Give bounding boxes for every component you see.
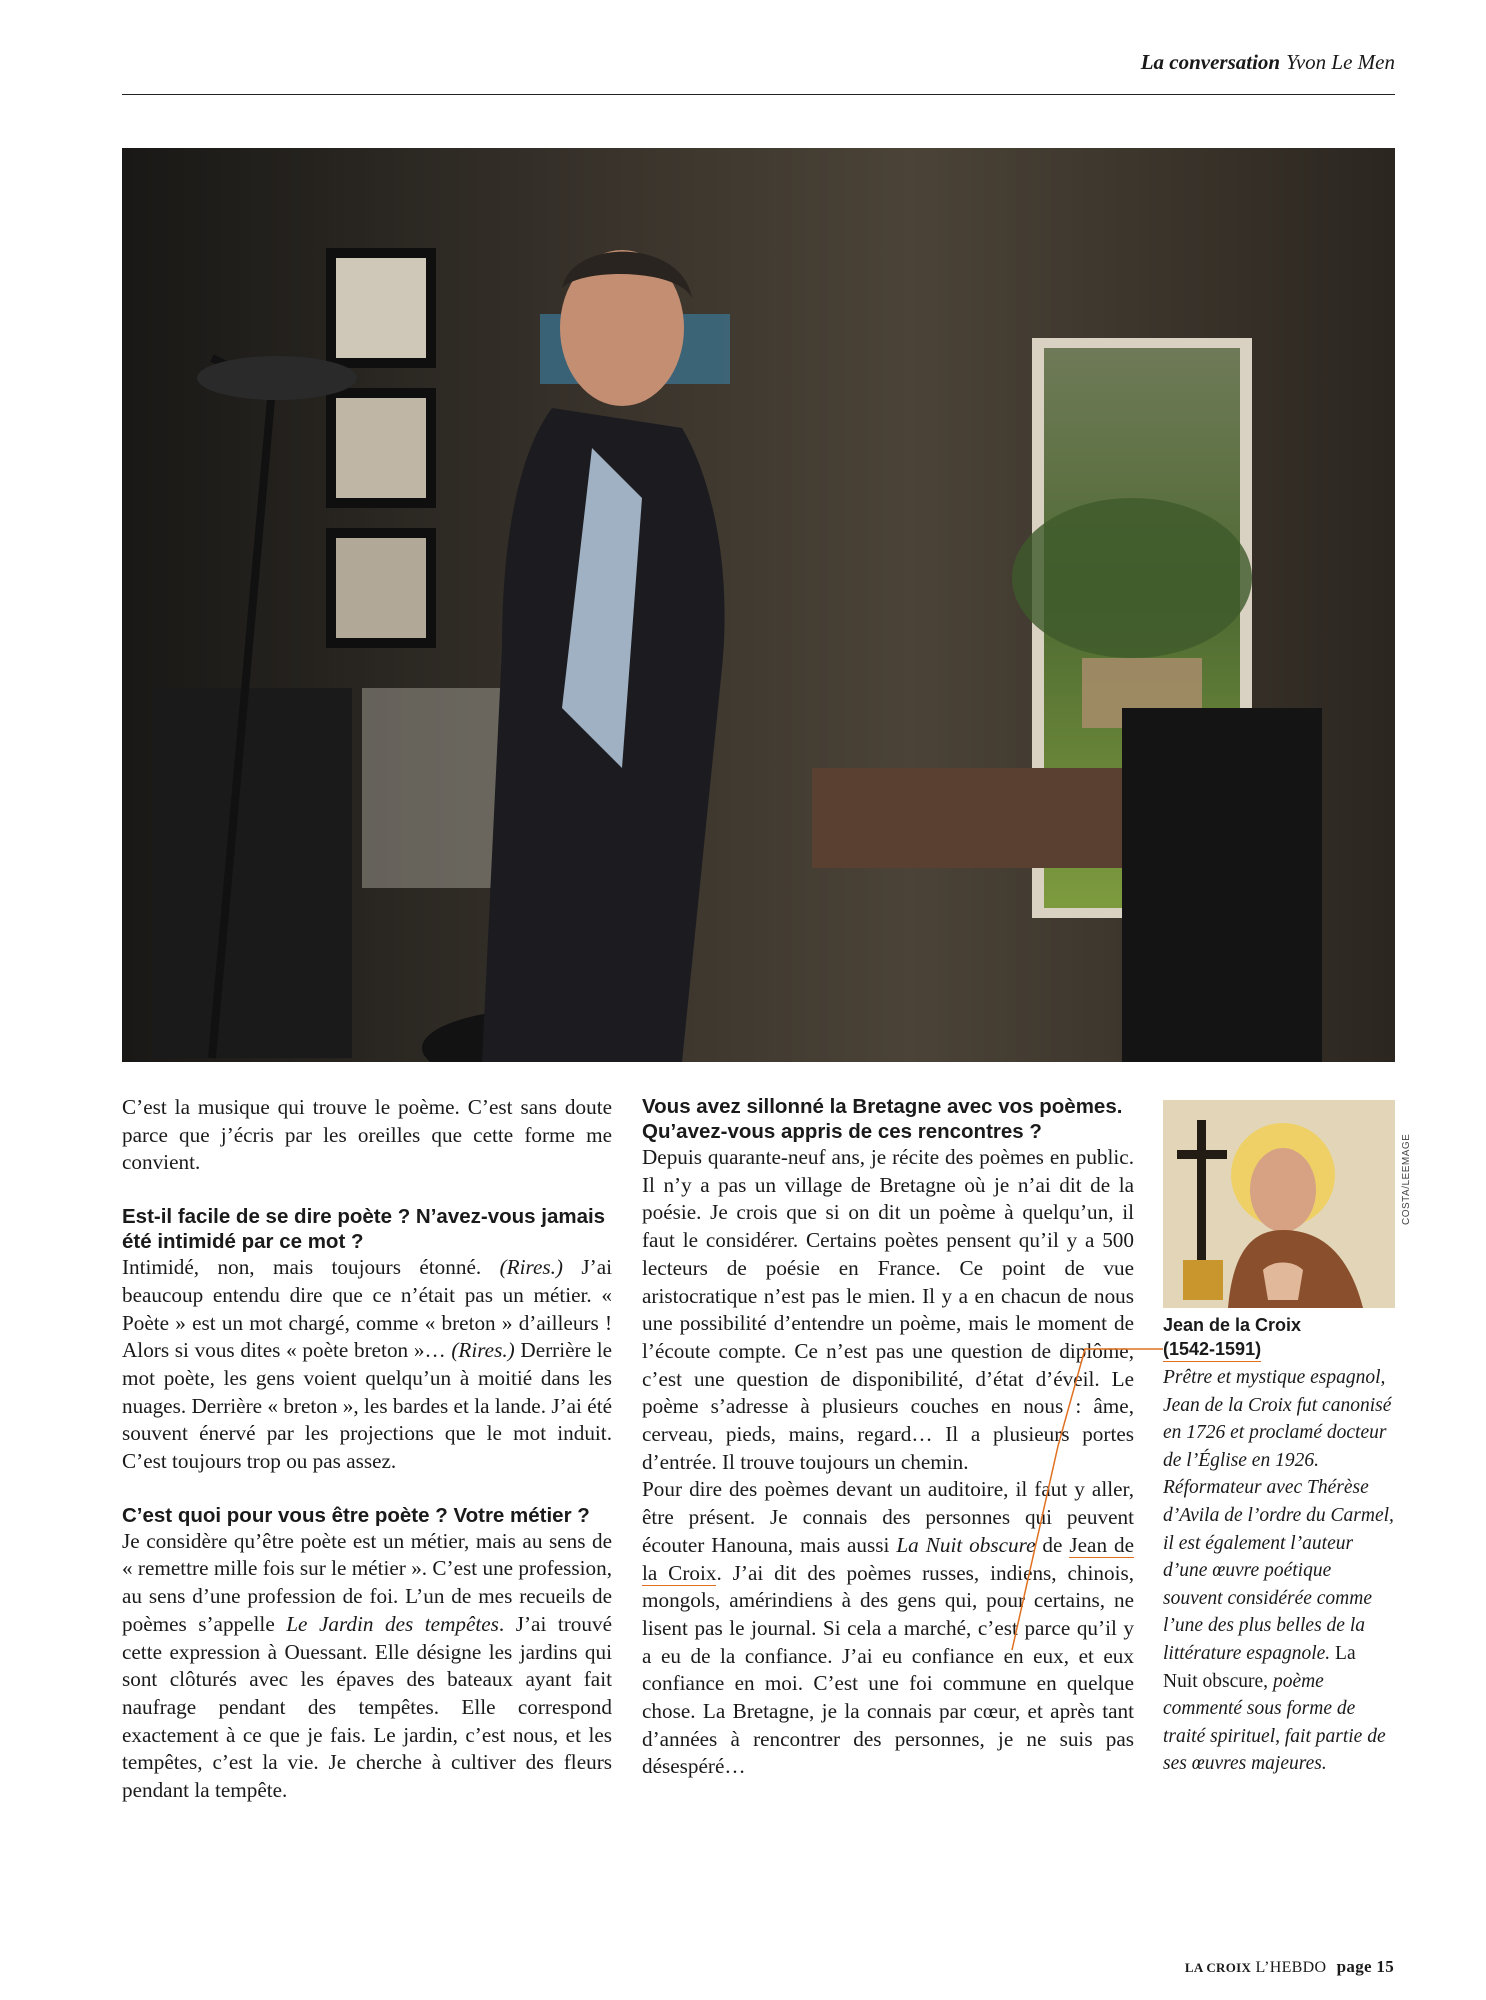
sidebar-name: Jean de la Croix <box>1163 1315 1302 1335</box>
running-header <box>122 50 1395 95</box>
intro-paragraph: C’est la musique qui trouve le poème. C’est sans doute parce que j’écris par les oreilles que cette forme me convient. <box>122 1095 612 1175</box>
sidebar-bio <box>1163 1314 1395 1778</box>
sidebar-bio-text: Prêtre et mystique espagnol, Jean de la Croix fut canonisé en 1726 et proclamé docteur de l’Église en 1926. Réformateur avec Thérèse d’Avila de l’ordre du Carmel, il est également l’auteur d’une œuvre poétique souvent considérée comme l’une des plus belles de la littérature espagnole. La Nuit obscure, poème commenté sous forme de traité spirituel, fait partie de ses œuvres majeures. <box>1163 1367 1394 1775</box>
header-name: Yvon Le Men <box>1286 50 1395 74</box>
photo-credit: COSTA/LEEMAGE <box>1401 1133 1412 1225</box>
page-number: page 15 <box>1336 1957 1394 1976</box>
portrait-photo <box>122 148 1395 1062</box>
answer-4: Pour dire des poèmes devant un auditoire, il faut y aller, être présent. Je connais des personnes qui peuvent écouter Hanouna, mais aussi La Nuit obscure de Jean de la Croix. J’ai dit des poèmes russes, indiens, chinois, mongols, amérindiens à des gens qui, pour certains, ne lisent pas le journal. Si cela a marché, c’est parce qu’il y a eu de la confiance. J’ai eu confiance en eux, et eux confiance en moi. C’est une foi commune en quelque chose. La Bretagne, je la connais par cœur, et après tant d’années à rencontrer des personnes, je ne suis pas désespéré… <box>642 1477 1134 1779</box>
header-section: La conversation <box>1140 50 1281 74</box>
question-2: C’est quoi pour vous être poète ? Votre métier ? <box>122 1503 590 1527</box>
jean-de-la-croix-reference[interactable]: Jean de la Croix <box>642 1532 1134 1585</box>
answer-3: Depuis quarante-neuf ans, je récite des poèmes en public. Il n’y a pas un village de Bretagne où je n’ai dit de la poésie. Je crois que si on dit un poème à quelqu’un, il faut le considérer. Certains poètes pensent qu’il y a 500 lecteurs de poésie en France. Ce point de vue aristocratique n’est pas le mien. Il y a en chacun de nous une possibilité d’entendre un poème, mais le moment de l’écoute compte. Ce n’est pas une question de diplôme, c’est une question de disponibilité, d’état d’éveil. Le poème s’adresse à plusieurs couches en nous : âme, cerveau, pieds, mains, regard… Il a plusieurs portes d’entrée. Il trouve toujours un chemin. <box>642 1145 1134 1474</box>
column-2 <box>642 1094 1134 1781</box>
footer-brand: LA CROIX <box>1184 1960 1252 1975</box>
answer-2: Je considère qu’être poète est un métier, mais au sens de « remettre mille fois sur le métier ». C’est une profession, au sens d’une profession de foi. L’un de mes recueils de poèmes s’appelle Le Jardin des tempêtes. J’ai trouvé cette expression à Ouessant. Elle désigne les jardins qui sont clôturés avec les épaves des bateaux ayant fait naufrage pendant des tempêtes. Elle correspond exactement à ce que je fais. Le jardin, c’est nous, et les tempêtes, c’est la vie. Je cherche à cultiver des fleurs pendant la tempête. <box>122 1528 612 1803</box>
answer-1: Intimidé, non, mais toujours étonné. (Rires.) J’ai beaucoup entendu dire que ce n’était pas un métier. « Poète » est un mot chargé, comme « breton » d’ailleurs ! Alors si vous dites « poète breton »… (Rires.) Derrière le mot poète, les gens voient quelqu’un à moitié dans les nuages. Derrière « breton », les bardes et la lande. J’ai été souvent énervé par les projections que le mot induit. C’est toujours trop ou pas assez. <box>122 1255 613 1474</box>
question-1: Est-il facile de se dire poète ? N’avez-vous jamais été intimidé par ce mot ? <box>122 1205 606 1254</box>
sidebar-dates: (1542-1591) <box>1163 1337 1261 1362</box>
question-3: Vous avez sillonné la Bretagne avec vos poèmes. Qu’avez-vous appris de ces rencontres ? <box>642 1095 1123 1143</box>
column-1 <box>122 1094 612 1805</box>
footer-sub: L’HEBDO <box>1255 1959 1327 1976</box>
jean-de-la-croix-portrait <box>1163 1100 1395 1308</box>
page-footer <box>1185 1957 1394 1977</box>
